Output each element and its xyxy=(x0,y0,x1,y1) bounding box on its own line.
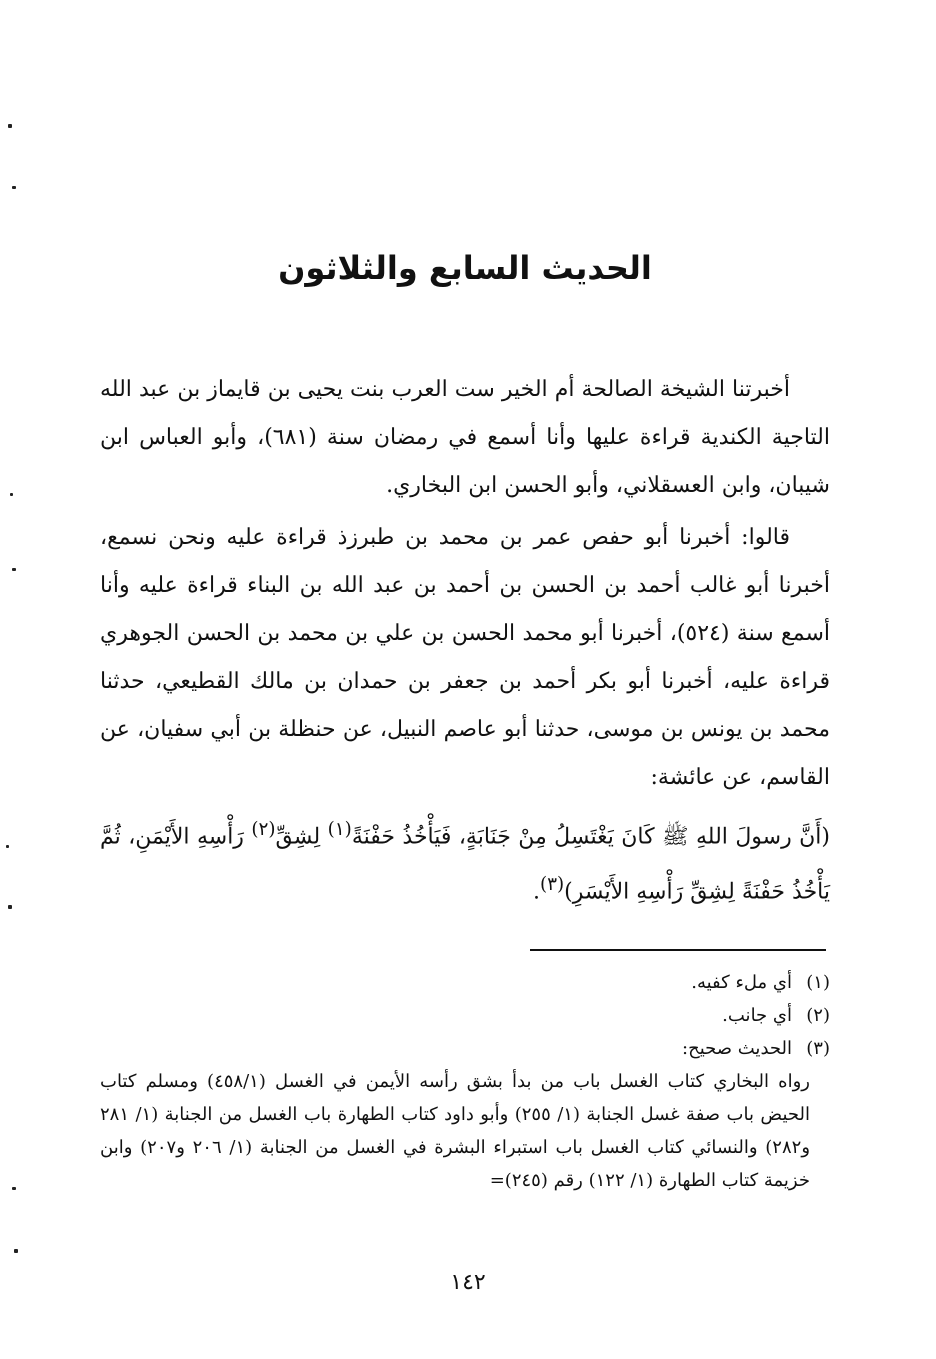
hadith-part-3: رَأْسِهِ الأَيْمَنِ، ثُمَّ يَأْخُذُ حَفْنَةً لِشِقِّ رَأْسِهِ الأَيْسَرِ) xyxy=(100,824,830,905)
hadith-end: . xyxy=(532,879,540,905)
scan-speck xyxy=(8,905,12,909)
hadith-text xyxy=(100,806,830,917)
scan-speck xyxy=(10,493,13,496)
scan-speck xyxy=(12,568,16,571)
scan-speck xyxy=(12,1187,16,1190)
footnote-ref-3: (٣) xyxy=(539,874,565,896)
footnote-ref-2: (٢) xyxy=(251,819,276,840)
footnote-text: أي ملء كفيه. xyxy=(691,972,792,993)
chain-paragraph-1: أخبرتنا الشيخة الصالحة أم الخير ست العرب بنت يحيى بن قايماز بن عبد الله التاجية الكندية قراءة عليها وأنا أسمع في رمضان سنة (٦٨١)، وأبو العباس ابن شيبان، وابن العسقلاني، وأبو الحسن ابن البخاري. xyxy=(100,377,830,498)
chain-paragraph-2: قالوا: أخبرنا أبو حفص عمر بن محمد بن طبرزذ قراءة عليه ونحن نسمع، أخبرنا أبو غالب أحمد بن الحسن بن أحمد بن عبد الله بن البناء قراءة عليه وأنا أسمع سنة (٥٢٤)، أخبرنا أبو محمد الحسن بن علي بن محمد بن الحسن الجوهري قراءة عليه، أخبرنا أبو بكر أحمد بن جعفر بن حمدان بن مالك القطيعي، حدثنا محمد بن يونس بن موسى، حدثنا أبو عاصم النبيل، عن حنظلة بن أبي سفيان، عن القاسم، عن عائشة: xyxy=(100,525,830,790)
footnote-separator xyxy=(530,949,826,951)
hadith-title: الحديث السابع والثلاثون xyxy=(278,249,652,287)
scan-speck xyxy=(6,845,9,848)
footnote-number: (١) xyxy=(806,972,830,993)
footnotes xyxy=(100,966,830,1197)
scan-speck xyxy=(8,124,12,128)
footnote-1 xyxy=(100,966,830,999)
scan-speck xyxy=(14,1249,18,1253)
footnote-text: الحديث صحيح: xyxy=(682,1038,792,1059)
hadith-part-1: (أَنَّ رسولَ اللهِ ﷺ كَانَ يَغْتَسِلُ مِنْ جَنَابَةٍ، فَيَأْخُذُ حَفْنَةً xyxy=(351,824,831,850)
footnote-3 xyxy=(100,1032,830,1065)
footnote-number: (٣) xyxy=(806,1038,830,1059)
hadith-part-2: لِشِقِّ xyxy=(275,824,328,850)
main-text xyxy=(100,366,830,921)
page-number: ١٤٢ xyxy=(450,1270,486,1295)
footnote-3-detail: رواه البخاري كتاب الغسل باب من بدأ بشق رأسه الأيمن في الغسل (٤٥٨/١) ومسلم كتاب الحيض باب صفة غسل الجنابة (١/ ٢٥٥) وأبو داود كتاب الطهارة باب الغسل من الجنابة (١/ ٢٨١ و٢٨٢) والنسائي كتاب الغسل باب استبراء البشرة في الغسل من الجنابة (١/ ٢٠٦ و٢٠٧) وابن خزيمة كتاب الطهارة (١/ ١٢٢) رقم (٢٤٥)= xyxy=(100,1071,811,1191)
footnote-number: (٢) xyxy=(806,1005,830,1026)
scan-speck xyxy=(12,186,16,189)
footnote-ref-1: (١) xyxy=(327,819,352,840)
footnote-2 xyxy=(100,999,830,1032)
footnote-text: أي جانب. xyxy=(722,1005,792,1026)
